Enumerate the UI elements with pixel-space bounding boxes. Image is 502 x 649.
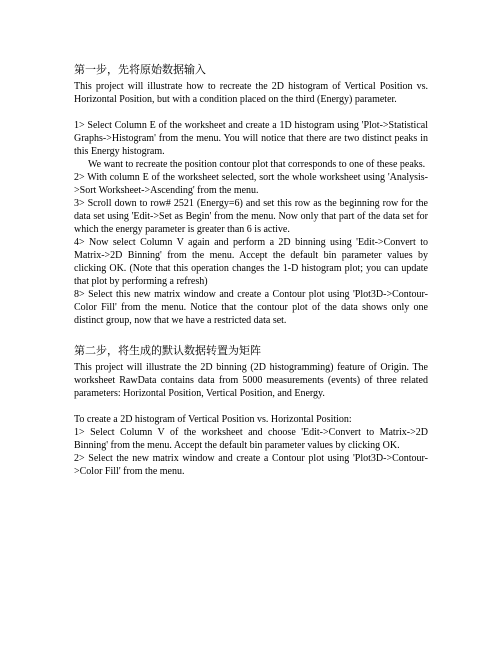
section2-heading: 第二步，将生成的默认数据转置为矩阵 bbox=[74, 345, 261, 357]
section1-step-8: 8> Select this new matrix window and create a Contour plot using 'Plot3D->Contour-Color Fill' from the menu. Notice that the contour plot of the data shows only one distinct group, now that we have a restricted data set. bbox=[74, 289, 428, 326]
document-body bbox=[74, 63, 428, 478]
section1-step-2: 2> With column E of the worksheet selected, sort the whole worksheet using 'Analysis->Sort Worksheet->Ascending' from the menu. bbox=[74, 172, 428, 196]
section2-intro: This project will illustrate the 2D binning (2D histogramming) feature of Origin. The worksheet RawData contains data from 5000 measurements (events) of three related parameters: Horizontal Position, Vertical Position, and Energy. bbox=[74, 362, 428, 399]
section1-intro: This project will illustrate how to recreate the 2D histogram of Vertical Position vs. Horizontal Position, but with a condition placed on the third (Energy) parameter. bbox=[74, 81, 428, 105]
spacer bbox=[74, 400, 428, 413]
section2-step-2: 2> Select the new matrix window and create a Contour plot using 'Plot3D->Contour->Color Fill' from the menu. bbox=[74, 453, 428, 477]
section2-lead: To create a 2D histogram of Vertical Position vs. Horizontal Position: bbox=[74, 414, 352, 425]
section1-step-1: 1> Select Column E of the worksheet and create a 1D histogram using 'Plot->Statistical Graphs->Histogram' from the menu. You will notice that there are two distinct peaks in this Energy histogram. bbox=[74, 120, 428, 157]
section1-heading: 第一步，先将原始数据输入 bbox=[74, 64, 206, 76]
section1-note: We want to recreate the position contour plot that corresponds to one of these peaks. bbox=[88, 159, 426, 170]
section1-step-4: 4> Now select Column V again and perform a 2D binning using 'Edit->Convert to Matrix->2D Binning' from the menu. Accept the default bin parameter values by clicking OK. (Note that this operation changes the 1-D histogram plot; you can update that plot by performing a refresh) bbox=[74, 237, 428, 287]
spacer bbox=[74, 106, 428, 119]
section1-step-3: 3> Scroll down to row# 2521 (Energy=6) and set this row as the beginning row for the data set using 'Edit->Set as Begin' from the menu. Now only that part of the data set for which the energy parameter is greater than 6 is active. bbox=[74, 198, 428, 235]
section2-step-1: 1> Select Column V of the worksheet and choose 'Edit->Convert to Matrix->2D Binning' from the menu. Accept the default bin parameter values by clicking OK. bbox=[74, 427, 428, 451]
